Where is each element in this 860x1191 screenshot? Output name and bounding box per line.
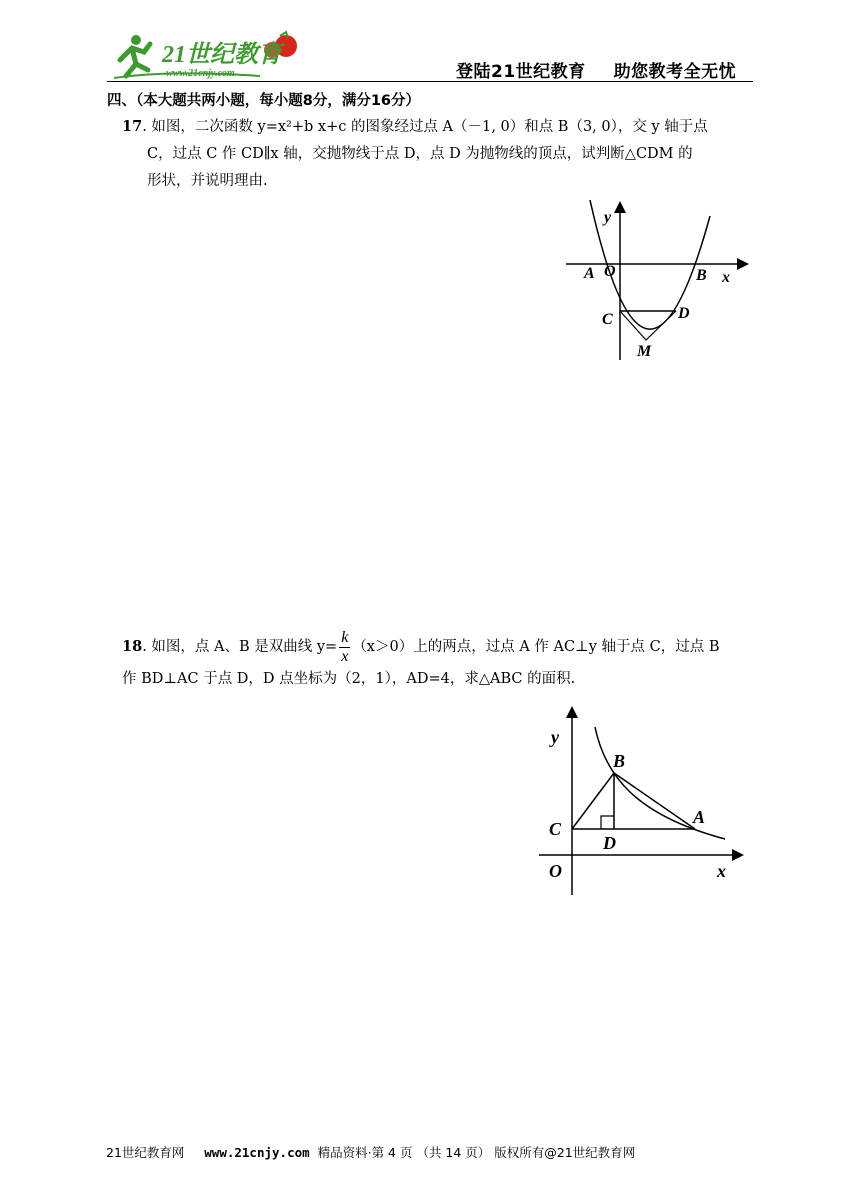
- right-angle-mark: [601, 816, 614, 829]
- question-17: [122, 113, 754, 195]
- q18-text-1a: . 如图，点 A、B 是双曲线 y=: [142, 639, 338, 655]
- footer-url: www.21cnjy.com: [204, 1145, 310, 1160]
- page-footer: [106, 1143, 635, 1161]
- label-x: x: [717, 861, 726, 881]
- label-d: D: [678, 305, 690, 322]
- q17-line-2: C，过点 C 作 CD∥x 轴，交抛物线于点 D，点 D 为抛物线的顶点，试判断△CDM 的: [147, 146, 693, 162]
- segment-ba: [614, 773, 695, 829]
- footer-page-info: 精品资料·第 4 页 （共 14 页） 版权所有@21世纪教育网: [317, 1145, 636, 1160]
- q18-line-2: 作 BD⊥AC 于点 D，D 点坐标为（2，1），AD=4，求△ABC 的面积.: [122, 671, 576, 687]
- figure-17-parabola: [560, 200, 770, 365]
- label-c: C: [549, 819, 562, 839]
- q18-number: 18: [122, 638, 143, 655]
- label-y: y: [604, 209, 612, 226]
- slogan-right: 助您教考全无忧: [613, 62, 737, 82]
- slogan-left: 登陆21世纪教育: [456, 62, 586, 82]
- q18-line-1: [122, 628, 754, 666]
- runner-icon: [120, 35, 150, 76]
- q17-line-3: 形状，并说明理由.: [147, 173, 268, 189]
- footer-site: 21世纪教育网: [106, 1145, 185, 1160]
- label-x: x: [722, 269, 730, 286]
- header-divider: [107, 81, 753, 82]
- q17-text-1: . 如图，二次函数 y=x²+b x+c 的图象经过点 A（－1, 0）和点 B（3, 0），交 y 轴于点: [142, 119, 708, 135]
- label-o: O: [604, 263, 616, 280]
- q18-text-1b: （x＞0）上的两点，过点 A 作 AC⊥y 轴于点 C，过点 B: [352, 639, 720, 655]
- label-c: C: [602, 311, 613, 328]
- question-18: [122, 628, 754, 693]
- logo-text: 21世纪教育: [162, 42, 282, 68]
- logo-url: www.21cnjy.com: [166, 68, 235, 79]
- label-m: M: [637, 343, 652, 360]
- fraction-denominator: x: [341, 647, 349, 665]
- label-a: A: [693, 807, 706, 827]
- segment-cm-md: [620, 311, 676, 340]
- section-heading: 四、（本大题共两小题，每小题8分，满分16分）: [107, 93, 421, 109]
- header-slogan: [456, 57, 736, 82]
- label-b: B: [696, 267, 707, 284]
- label-d: D: [603, 833, 616, 853]
- segment-cb: [572, 773, 614, 829]
- label-b: B: [613, 751, 626, 771]
- label-a: A: [584, 265, 595, 282]
- figure-18-hyperbola: [535, 705, 750, 900]
- logo: [110, 30, 310, 82]
- fraction-numerator: k: [341, 628, 349, 646]
- q17-number: 17: [122, 118, 143, 135]
- label-y: y: [551, 727, 559, 747]
- label-o: O: [549, 861, 562, 881]
- fraction-k-over-x: [339, 629, 350, 666]
- q17-line-1: [122, 113, 754, 141]
